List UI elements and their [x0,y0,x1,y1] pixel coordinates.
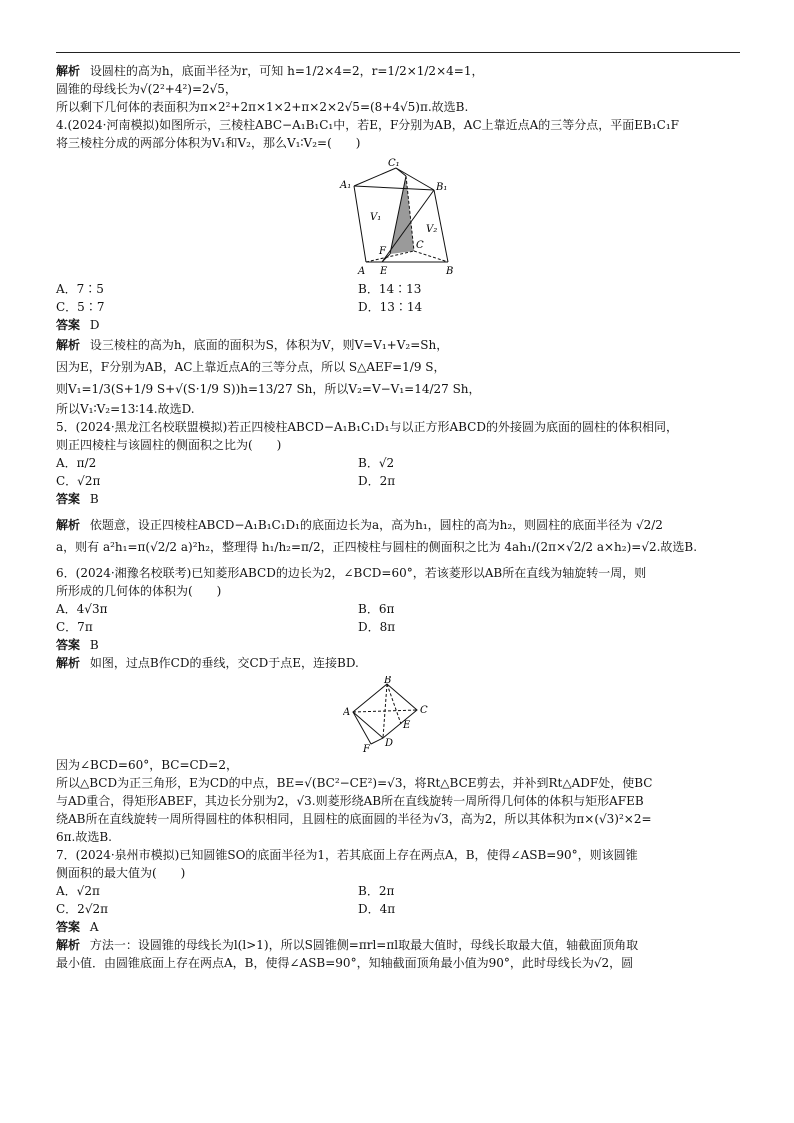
q4-analysis-line-1 [56,334,740,356]
label-f: F [363,744,370,752]
label-a1: A₁ [340,180,352,191]
q7-stem-line-2: 侧面积的最大值为( ) [56,866,186,880]
analysis-label: 解析 [56,64,81,78]
label-c: C [416,240,424,251]
q7-analysis-line-2: 最小值．由圆锥底面上存在两点A，B，使得∠ASB=90°，知轴截面顶角最小值为90°，此时母线长为√2，圆 [56,956,634,970]
q5-option-a: A．π/2 [56,456,97,470]
analysis-label: 解析 [56,656,81,670]
header-rule [56,52,740,53]
q3-analysis-line-2: 圆锥的母线长为√(2²+4²)=2√5， [56,82,237,96]
analysis-label: 解析 [56,338,81,352]
label-f: F [379,246,386,257]
q4-option-c: C．5∶7 [56,300,105,314]
edge-a1b1 [354,186,434,190]
label-b: B [446,266,454,276]
q5-answer [56,490,740,508]
answer-label: 答案 [56,318,81,332]
label-v2: V₂ [426,224,438,235]
analysis-label: 解析 [56,938,81,952]
q3-analysis-line-1 [56,62,740,80]
seg-fd [371,738,383,744]
label-a: A [343,707,351,718]
q4-stem-line-2: 将三棱柱分成的两部分体积为V₁和V₂，那么V₁∶V₂=( ) [56,136,361,150]
q5-option-b: B．√2 [358,456,395,470]
label-a: A [358,266,366,276]
label-v1: V₁ [370,212,382,223]
q7-option-c: C．2√2π [56,902,108,916]
q6-answer-value: B [89,638,99,652]
answer-label: 答案 [56,920,81,934]
label-e: E [403,720,411,731]
q6-analysis-line-5: 6π.故选B. [56,830,112,844]
q6-analysis-line-2: 所以△BCD为正三角形，E为CD的中点，BE=√(BC²−CE²)=√3，将Rt△BCE剪去，并补到Rt△ADF处，使BC [56,776,653,790]
q6-analysis-line-3: 与AD重合，得矩形ABEF，其边长分别为2，√3.则菱形绕AB所在直线旋转一周所得几何体的体积与矩形AFEB [56,794,644,808]
q5-analysis-text-1: 依题意，设正四棱柱ABCD−A₁B₁C₁D₁的底面边长为a，高为h₁，圆柱的高为h₂，则圆柱的底面半径为 √2/2 [89,518,663,532]
label-c: C [420,705,428,716]
answer-label: 答案 [56,492,81,506]
q6-option-b: B．6π [358,602,395,616]
q5-stem-line-1: 5．(2024·黑龙江名校联盟模拟)若正四棱柱ABCD−A₁B₁C₁D₁与以正方形ABCD的外接圆为底面的圆柱的体积相同， [56,420,678,434]
q6-analysis-line-0 [56,654,740,672]
q5-stem-line-2: 则正四棱柱与该圆柱的侧面积之比为( ) [56,438,282,452]
q6-options [56,600,740,636]
q4-analysis-line-4: 所以V₁∶V₂=13∶14.故选D. [56,402,195,416]
seg-af [353,712,371,744]
q4-answer-value: D [89,318,100,332]
edge-c1b1 [396,168,434,190]
q7-option-b: B．2π [358,884,395,898]
q6-stem-line-1: 6．(2024·湘豫名校联考)已知菱形ABCD的边长为2，∠BCD=60°，若该菱形以AB所在直线为轴旋转一周，则 [56,566,647,580]
q4-analysis-line-2: 因为E，F分别为AB，AC上靠近点A的三等分点，所以 S△AEF=1/9 S， [56,360,446,374]
label-d: D [385,738,394,749]
q4-analysis-text-1: 设三棱柱的高为h，底面的面积为S，体积为V，则V=V₁+V₂=Sh， [89,338,449,352]
edge-cb [414,251,448,262]
edge-a1a [354,186,366,262]
q7-option-d: D．4π [358,902,396,916]
q6-analysis-line-4: 绕AB所在直线旋转一周所得圆柱的体积相同，且圆柱的底面圆的半径为√3，高为2，所以其体积为π×(√3)²×2= [56,812,652,826]
page-content [56,62,740,972]
q7-option-a: A．√2π [56,884,100,898]
q5-answer-value: B [89,492,99,506]
rhombus-diagram [343,676,453,752]
q3-analysis-line-3: 所以剩下几何体的表面积为π×2²+2π×1×2+π×2×2√5=(8+4√5)π.故选B. [56,100,469,114]
edge-a1c1 [354,168,396,186]
q6-analysis-text-0: 如图，过点B作CD的垂线，交CD于点E，连接BD. [89,656,359,670]
q4-option-b: B．14∶13 [358,282,422,296]
q7-analysis-text-1: 方法一：设圆锥的母线长为l(l>1)，所以S圆锥侧=πrl=πl取最大值时，母线长取最大值，轴截面顶角取 [89,938,639,952]
q4-analysis-line-3: 则V₁=1/3(S+1/9 S+√(S·1/9 S))h=13/27 Sh，所以V₂=V−V₁=14/27 Sh， [56,382,481,396]
q7-stem-line-1: 7．(2024·泉州市模拟)已知圆锥SO的底面半径为1，若其底面上存在两点A，B，使得∠ASB=90°，则该圆锥 [56,848,638,862]
q6-option-c: C．7π [56,620,93,634]
q6-option-a: A．4√3π [56,602,108,616]
q4-stem-line-1: 4.(2024·河南模拟)如图所示，三棱柱ABC−A₁B₁C₁中，若E，F分别为AB，AC上靠近点A的三等分点，平面EB₁C₁F [56,118,680,132]
q6-figure [56,676,740,752]
q6-option-d: D．8π [358,620,396,634]
label-b1: B₁ [436,182,448,193]
q4-options [56,280,740,316]
label-b: B [384,676,392,686]
q4-answer [56,316,740,334]
q5-option-d: D．2π [358,474,396,488]
q5-option-c: C．√2π [56,474,101,488]
q5-analysis-line-2: a，则有 a²h₁=π(√2/2 a)²h₂，整理得 h₁/h₂=π/2，正四棱柱与圆柱的侧面积之比为 4ah₁/(2π×√2/2 a×h₂)=√2.故选B. [56,540,698,554]
prism-diagram [338,156,458,276]
q5-options [56,454,740,490]
label-e: E [380,266,388,276]
q7-options [56,882,740,918]
q6-answer [56,636,740,654]
q4-option-a: A．7∶5 [56,282,104,296]
q6-stem-line-2: 所形成的几何体的体积为( ) [56,584,222,598]
q5-analysis-line-1 [56,514,740,536]
q7-analysis-line-1 [56,936,740,954]
q7-answer-value: A [89,920,99,934]
q3-analysis-text-1: 设圆柱的高为h，底面半径为r，可知 h=1/2×4=2，r=1/2×1/2×4=1， [89,64,484,78]
q7-answer [56,918,740,936]
edge-c1-top [396,168,406,176]
q6-analysis-line-1: 因为∠BCD=60°，BC=CD=2， [56,758,238,772]
q4-figure [56,156,740,276]
q4-option-d: D．13∶14 [358,300,423,314]
label-c1: C₁ [388,158,400,169]
analysis-label: 解析 [56,518,81,532]
answer-label: 答案 [56,638,81,652]
